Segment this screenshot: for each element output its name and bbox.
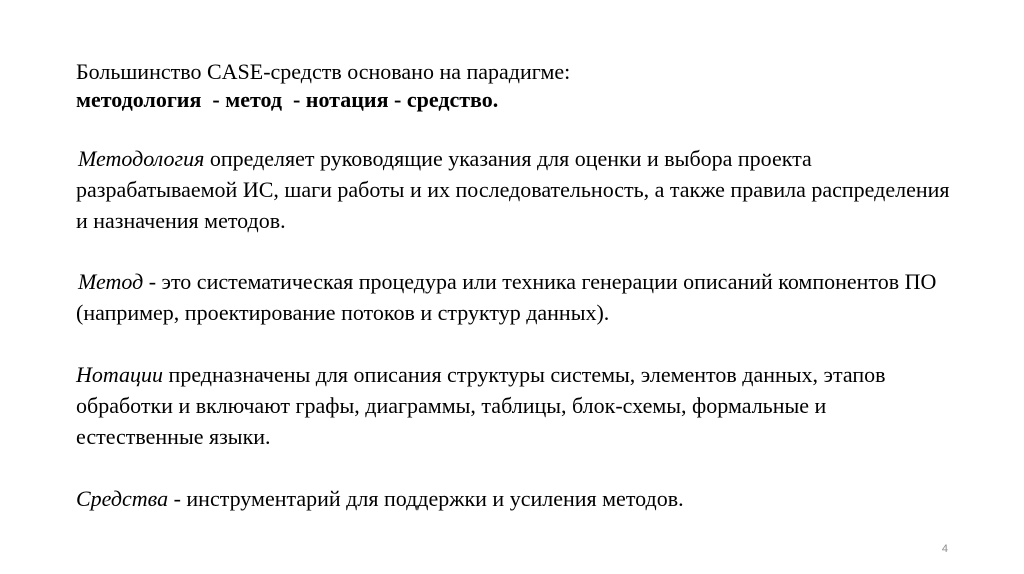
intro-block [76,58,956,114]
definition-methodology: определяет руководящие указания для оценки и выбора проекта разрабатываемой ИС, шаги работы и их последовательность, а также правила распределения и назначения методов. [76,146,950,233]
term-methodology: Методология [78,146,205,171]
paragraph-method [76,266,956,328]
definition-tools: - инструментарий для поддержки и усиления методов. [168,486,684,511]
intro-line: Большинство CASE-средств основано на парадигме: [76,59,571,84]
paradigm-line: методология - метод - нотация - средство. [76,87,499,112]
paragraph-notation [76,359,956,452]
definition-notation: предназначены для описания структуры системы, элементов данных, этапов обработки и включают графы, диаграммы, таблицы, блок-схемы, формальные и естественные языки. [76,362,886,449]
paragraph-methodology [76,143,956,236]
term-method: Метод [78,269,144,294]
definition-method: - это систематическая процедура или техника генерации описаний компонентов ПО (например, проектирование потоков и структур данных). [76,269,937,325]
page-number: 4 [941,543,948,555]
paragraph-tools [76,483,956,514]
term-tools: Средства [76,486,169,511]
term-notation: Нотации [76,362,164,387]
